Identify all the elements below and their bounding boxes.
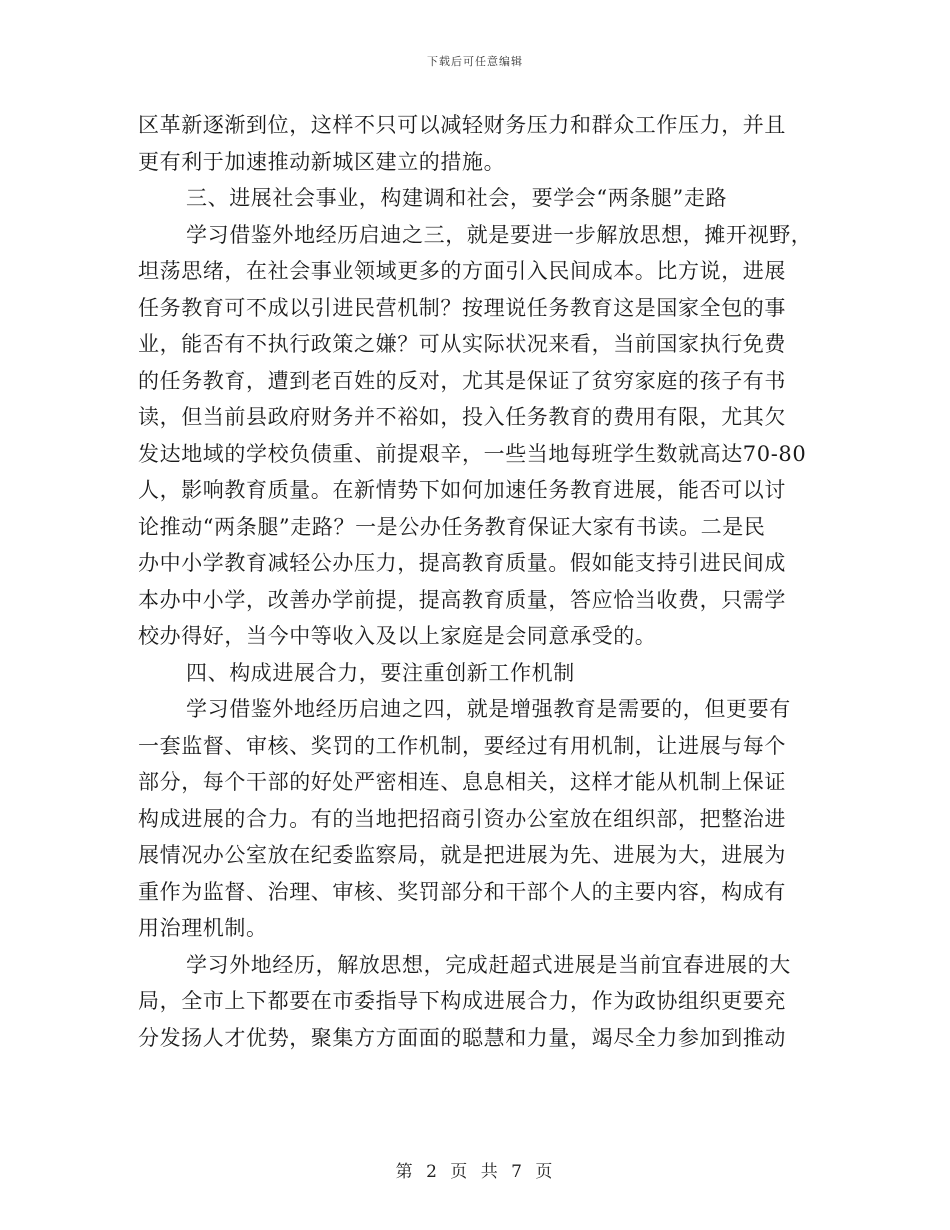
text-line: 局，全市上下都要在市委指导下构成进展合力，作为政协组织更要充 (138, 989, 786, 1013)
text-line: 坦荡思绪，在社会事业领域更多的方面引入民间成本。比方说，进展 (138, 259, 786, 283)
text-line: 区革新逐渐到位，这样不只可以减轻财务压力和群众工作压力，并且 (138, 113, 786, 137)
text-line: 学习借鉴外地经历启迪之三，就是要进一步解放思想，摊开视野， (186, 222, 813, 247)
page-number: 第 2 页 共 7 页 (395, 1162, 555, 1182)
text-line: 读，但当前县政府财务并不裕如，投入任务教育的费用有限，尤其欠 (138, 405, 786, 429)
text-line: 人，影响教育质量。在新情势下如何加速任务教育进展，能否可以讨 (138, 478, 786, 502)
text-line: 分发扬人才优势，聚集方方面面的聪慧和力量，竭尽全力参加到推动 (138, 1025, 786, 1050)
text-line: 部分，每个干部的好处严密相连、息息相关，这样才能从机制上保证 (138, 770, 786, 794)
text-line: 业，能否有不执行政策之嫌？可从实际状况来看，当前国家执行免费 (138, 332, 786, 356)
text-line: 的任务教育，遭到老百姓的反对，尤其是保证了贫穷家庭的孩子有书 (138, 368, 786, 393)
text-line: 学习借鉴外地经历启迪之四，就是增强教育是需要的，但更要有 (186, 697, 791, 721)
text-line: 发达地域的学校负债重、前提艰辛，一些当地每班学生数就高达70-80 (138, 441, 807, 466)
text-line: 论推动“两条腿”走路？一是公办任务教育保证大家有书读。二是民 (138, 514, 766, 539)
text-line: 学习外地经历，解放思想，完成赶超式进展是当前宜春进展的大 (186, 952, 791, 977)
section-heading: 三、进展社会事业，构建调和社会，要学会“两条腿”走路 (186, 186, 728, 210)
text-line: 更有利于加速推动新城区建立的措施。 (138, 149, 506, 174)
text-line: 构成进展的合力。有的当地把招商引资办公室放在组织部，把整治进 (138, 806, 786, 831)
text-line: 任务教育可不成以引进民营机制？按理说任务教育这是国家全包的事 (138, 295, 786, 320)
text-line: 展情况办公室放在纪委监察局，就是把进展为先、进展为大，进展为 (138, 843, 786, 867)
text-line: 一套监督、审核、奖罚的工作机制，要经过有用机制，让进展与每个 (138, 733, 786, 758)
text-line: 校办得好，当今中等收入及以上家庭是会同意承受的。 (138, 624, 657, 648)
text-line: 重作为监督、治理、审核、奖罚部分和干部个人的主要内容，构成有 (138, 879, 786, 904)
page-header-note: 下载后可任意编辑 (427, 55, 523, 68)
text-line: 办中小学教育减轻公办压力，提高教育质量。假如能支持引进民间成 (138, 551, 786, 575)
section-heading: 四、构成进展合力，要注重创新工作机制 (186, 660, 575, 685)
text-line: 本办中小学，改善办学前提，提高教育质量，答应恰当收费，只需学 (138, 587, 786, 612)
text-line: 用治理机制。 (138, 916, 268, 940)
document-body (138, 107, 818, 1056)
